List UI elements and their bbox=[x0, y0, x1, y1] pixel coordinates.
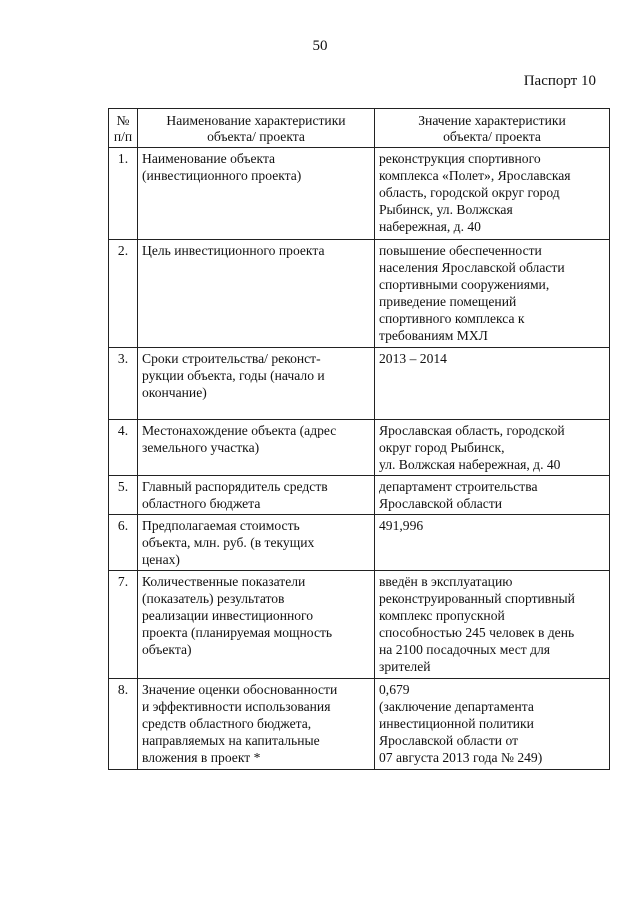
text-line: на 2100 посадочных мест для bbox=[379, 642, 551, 657]
table-row bbox=[109, 571, 610, 679]
text-line: 491,996 bbox=[379, 518, 424, 533]
text-line: Местонахождение объекта (адрес bbox=[142, 423, 337, 438]
characteristic-value bbox=[375, 148, 610, 240]
passport-label: Паспорт 10 bbox=[523, 73, 596, 89]
row-number: 7. bbox=[109, 571, 138, 679]
text-line: объекта) bbox=[142, 642, 192, 657]
page-number: 50 bbox=[312, 38, 328, 54]
text-line: окончание) bbox=[142, 385, 207, 400]
row-number: 5. bbox=[109, 476, 138, 515]
text-line: повышение обеспеченности bbox=[379, 243, 542, 258]
text-line: 07 августа 2013 года № 249) bbox=[379, 750, 543, 765]
characteristic-name bbox=[138, 571, 375, 679]
characteristic-value bbox=[375, 240, 610, 348]
characteristic-name bbox=[138, 420, 375, 476]
row-number: 8. bbox=[109, 679, 138, 770]
header-row bbox=[109, 109, 610, 148]
text-line: Цель инвестиционного проекта bbox=[142, 243, 325, 258]
text-line: (заключение департамента bbox=[379, 699, 534, 714]
row-number: 6. bbox=[109, 515, 138, 571]
text-line: Главный распорядитель средств bbox=[142, 479, 328, 494]
text-line: 0,679 bbox=[379, 682, 410, 697]
text-line: ул. Волжская набережная, д. 40 bbox=[379, 457, 561, 472]
row-number: 3. bbox=[109, 348, 138, 420]
header-num-line: № bbox=[116, 113, 130, 128]
text-line: объекта, млн. руб. (в текущих bbox=[142, 535, 315, 550]
text-line: спортивными сооружениями, bbox=[379, 277, 550, 292]
text-line: населения Ярославской области bbox=[379, 260, 565, 275]
header-value-line: Значение характеристики bbox=[418, 113, 566, 128]
text-line: 2013 – 2014 bbox=[379, 351, 447, 366]
characteristic-value bbox=[375, 420, 610, 476]
text-line: комплекса «Полет», Ярославская bbox=[379, 168, 571, 183]
text-line: рукции объекта, годы (начало и bbox=[142, 368, 325, 383]
row-number: 2. bbox=[109, 240, 138, 348]
text-line: Ярославской области bbox=[379, 496, 503, 511]
characteristic-value bbox=[375, 476, 610, 515]
text-line: требованиям МХЛ bbox=[379, 328, 488, 343]
table-row bbox=[109, 679, 610, 770]
characteristic-value bbox=[375, 348, 610, 420]
characteristic-name bbox=[138, 240, 375, 348]
text-line: реконструированный спортивный bbox=[379, 591, 575, 606]
header-num-line: п/п bbox=[113, 129, 133, 144]
characteristic-value bbox=[375, 515, 610, 571]
text-line: введён в эксплуатацию bbox=[379, 574, 513, 589]
text-line: реализации инвестиционного bbox=[142, 608, 314, 623]
header-name bbox=[138, 109, 375, 148]
table-row bbox=[109, 515, 610, 571]
text-line: Количественные показатели bbox=[142, 574, 306, 589]
text-line: Ярославской области от bbox=[379, 733, 519, 748]
text-line: реконструкция спортивного bbox=[379, 151, 541, 166]
characteristic-name bbox=[138, 515, 375, 571]
text-line: ценах) bbox=[142, 552, 180, 567]
text-line: Предполагаемая стоимость bbox=[142, 518, 300, 533]
characteristic-name bbox=[138, 148, 375, 240]
text-line: направляемых на капитальные bbox=[142, 733, 320, 748]
text-line: спортивного комплекса к bbox=[379, 311, 525, 326]
text-line: областного бюджета bbox=[142, 496, 261, 511]
text-line: (инвестиционного проекта) bbox=[142, 168, 302, 183]
text-line: зрителей bbox=[379, 659, 431, 674]
characteristic-value bbox=[375, 679, 610, 770]
text-line: набережная, д. 40 bbox=[379, 219, 481, 234]
table-row bbox=[109, 420, 610, 476]
text-line: департамент строительства bbox=[379, 479, 538, 494]
table-row bbox=[109, 476, 610, 515]
text-line: Ярославская область, городской bbox=[379, 423, 565, 438]
text-line: приведение помещений bbox=[379, 294, 517, 309]
characteristic-value bbox=[375, 571, 610, 679]
row-number: 4. bbox=[109, 420, 138, 476]
header-name-line: Наименование характеристики bbox=[166, 113, 346, 128]
text-line: Наименование объекта bbox=[142, 151, 276, 166]
text-line: и эффективности использования bbox=[142, 699, 331, 714]
header-name-line: объекта/ проекта bbox=[207, 129, 305, 144]
text-line: комплекс пропускной bbox=[379, 608, 505, 623]
text-line: (показатель) результатов bbox=[142, 591, 285, 606]
text-line: Значение оценки обоснованности bbox=[142, 682, 338, 697]
text-line: проекта (планируемая мощность bbox=[142, 625, 333, 640]
text-line: способностью 245 человек в день bbox=[379, 625, 575, 640]
header-num bbox=[109, 109, 138, 148]
characteristic-name bbox=[138, 348, 375, 420]
text-line: земельного участка) bbox=[142, 440, 260, 455]
table-row bbox=[109, 148, 610, 240]
text-line: средств областного бюджета, bbox=[142, 716, 312, 731]
characteristic-name bbox=[138, 476, 375, 515]
text-line: область, городской округ город bbox=[379, 185, 560, 200]
text-line: вложения в проект * bbox=[142, 750, 261, 765]
table-row bbox=[109, 240, 610, 348]
text-line: округ город Рыбинск, bbox=[379, 440, 505, 455]
row-number: 1. bbox=[109, 148, 138, 240]
header-value bbox=[375, 109, 610, 148]
text-line: Сроки строительства/ реконст- bbox=[142, 351, 321, 366]
table-row bbox=[109, 348, 610, 420]
text-line: инвестиционной политики bbox=[379, 716, 534, 731]
passport-table bbox=[108, 108, 610, 770]
text-line: Рыбинск, ул. Волжская bbox=[379, 202, 513, 217]
characteristic-name bbox=[138, 679, 375, 770]
header-value-line: объекта/ проекта bbox=[443, 129, 541, 144]
